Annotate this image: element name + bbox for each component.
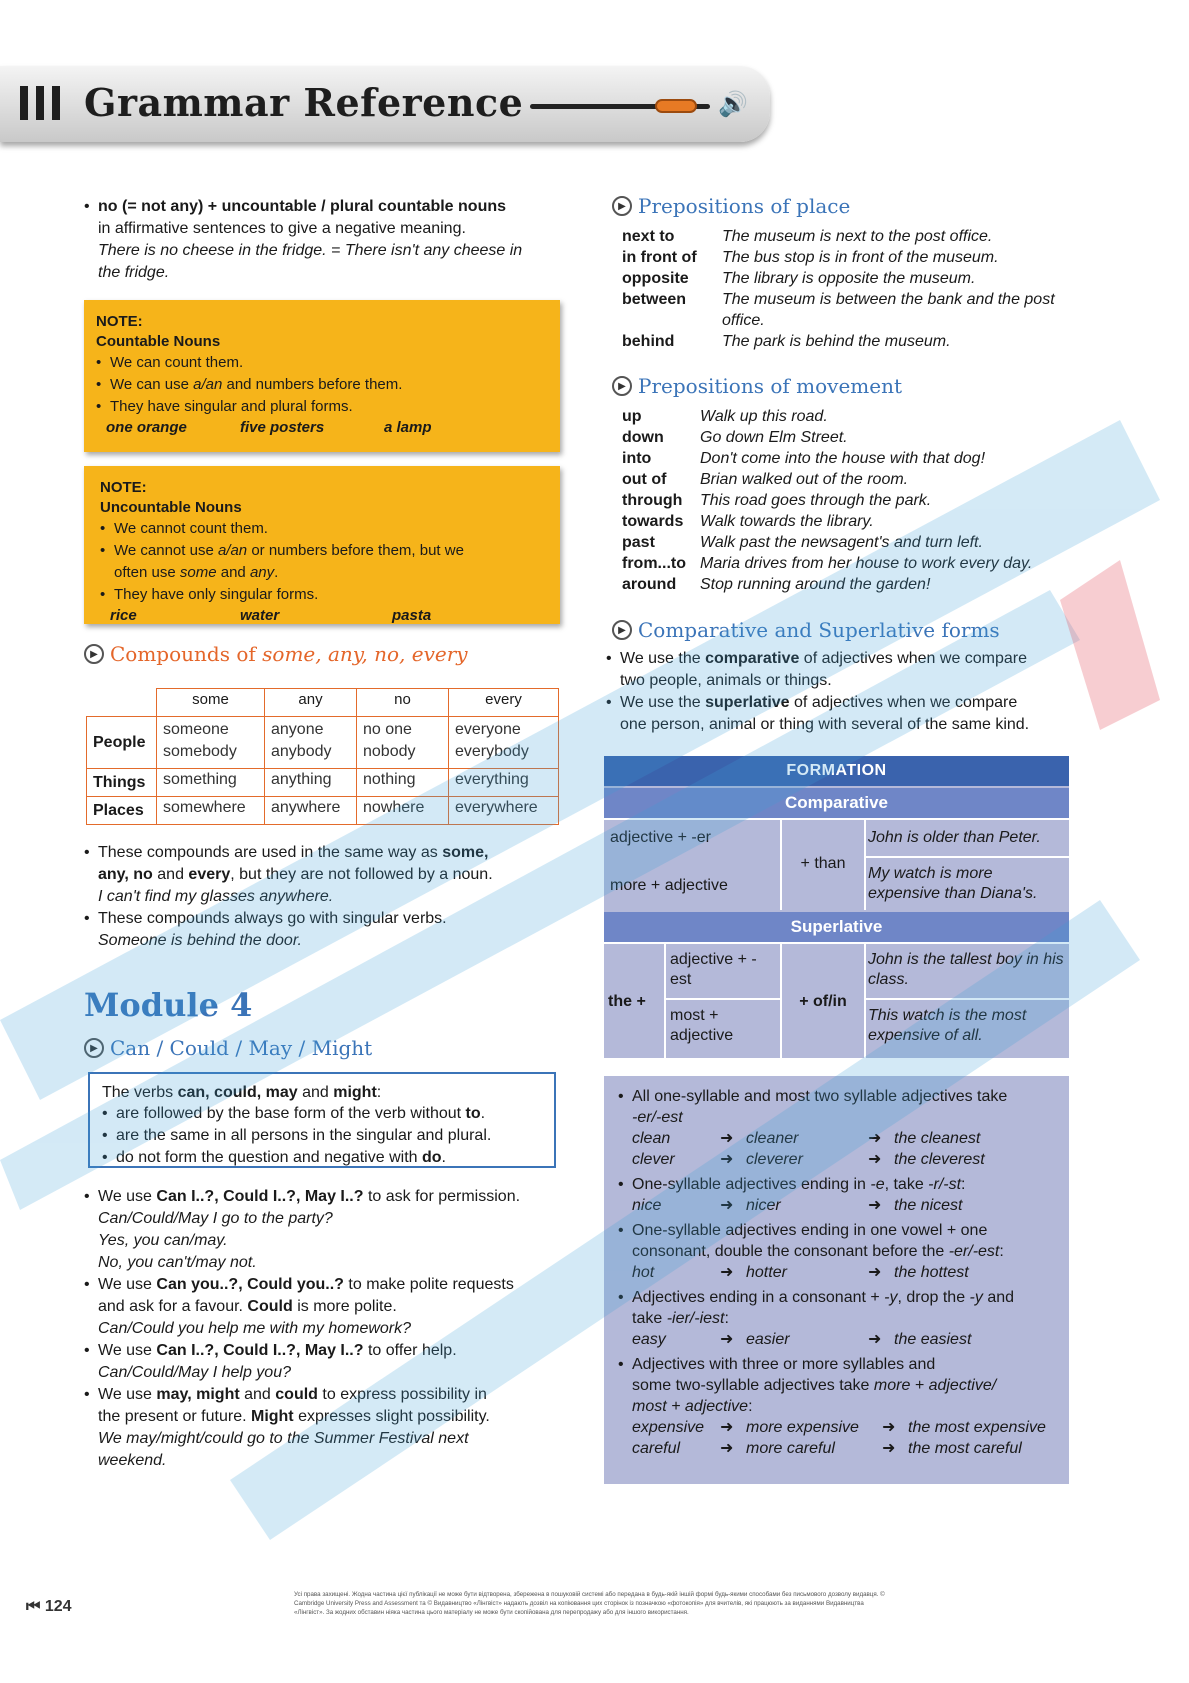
compounds-heading: [84, 642, 468, 666]
box-text-bold: might: [333, 1084, 377, 1101]
prep-example: The museum is between the bank and the post office.: [722, 291, 1055, 329]
no-rule-bold: no (= not any) + uncountable / plural countable nouns: [98, 198, 507, 215]
use-text-bold: Can you..?, Could you..?: [156, 1276, 344, 1293]
divider: [864, 998, 1069, 1000]
prep-example: Maria drives from her house to work every day.: [700, 555, 1033, 572]
rule-comparative: nicer: [746, 1197, 781, 1214]
rule-text: Adjectives ending in a consonant +: [632, 1289, 885, 1306]
table-cell: anything: [265, 769, 357, 797]
use-text: We use: [98, 1188, 157, 1205]
rule-text: , take: [884, 1176, 929, 1193]
prep-example: Brian walked out of the room.: [700, 471, 909, 488]
note-label: NOTE:: [100, 479, 147, 496]
rule-text: and: [982, 1289, 1015, 1306]
list-item: [622, 331, 1062, 352]
prep-word: through: [622, 492, 683, 509]
rule-comparative: hotter: [746, 1264, 787, 1281]
comparative-label: Comparative: [604, 788, 1069, 818]
list-item: [622, 511, 1032, 532]
formation-example: My watch is more expensive than Diana's.: [868, 865, 1038, 902]
divider: [780, 942, 782, 1058]
heading-text: Comparative and Superlative forms: [638, 618, 1000, 642]
note-bullet-italic: some: [179, 564, 217, 581]
page-number: [26, 1598, 72, 1616]
use-example: We may/might/could go to the Summer Festival next weekend.: [98, 1430, 469, 1469]
movement-heading: [612, 374, 902, 398]
rule-example-row: [632, 1149, 1057, 1170]
play-circle-icon[interactable]: ▶: [84, 1038, 104, 1058]
rule-superlative: the most expensive: [908, 1419, 1046, 1436]
note-text: These compounds are used in the same way as: [98, 844, 443, 861]
heading-text: Can / Could / May / Might: [110, 1036, 373, 1060]
use-text: and: [239, 1386, 276, 1403]
comparative-heading: [612, 618, 1000, 642]
use-text-bold: Might: [250, 1408, 294, 1425]
prep-word: past: [622, 534, 655, 551]
rule-example-row: [632, 1195, 1057, 1216]
rule-text-italic: -ier/-iest: [666, 1310, 725, 1327]
formation-rule: more + adjective: [610, 877, 728, 894]
note-bullet: and: [216, 564, 250, 581]
play-circle-icon[interactable]: ▶: [84, 644, 104, 664]
rule-text: :: [748, 1398, 753, 1415]
arrow-icon: ➜: [720, 1419, 734, 1436]
rewind-icon: ⏮: [26, 1598, 41, 1615]
arrow-icon: ➜: [882, 1419, 896, 1436]
rule-text: Adjectives with three or more syllables and: [632, 1356, 936, 1373]
note-bullet: and numbers before them.: [222, 376, 403, 393]
note-text: two people, animals or things.: [620, 672, 832, 689]
use-text-bold: Could: [247, 1298, 293, 1315]
list-item: [622, 268, 1062, 289]
rule-text: :: [961, 1176, 966, 1193]
rule-text: some two-syllable adjectives take: [632, 1377, 874, 1394]
prep-word: up: [622, 408, 642, 425]
table-row-label: Places: [87, 797, 157, 825]
rule-base: expensive: [632, 1419, 705, 1436]
note-bullet-italic: a/an: [193, 376, 223, 393]
rule-text: All one-syllable and most two syllable adjectives take: [632, 1088, 1008, 1105]
note-bullet: often use: [114, 564, 180, 581]
box-text: :: [376, 1084, 382, 1101]
divider: [864, 856, 1069, 858]
arrow-icon: ➜: [720, 1130, 734, 1147]
note-bullet: .: [274, 564, 279, 581]
rule-text-italic: -y: [884, 1289, 898, 1306]
prep-example: This road goes through the park.: [700, 492, 932, 509]
rule-comparative: more careful: [746, 1440, 835, 1457]
prep-word: between: [622, 291, 687, 308]
box-text: do not form the question and negative with: [116, 1149, 422, 1166]
list-item: [622, 490, 1032, 511]
arrow-icon: ➜: [720, 1331, 734, 1348]
play-circle-icon[interactable]: ▶: [612, 376, 632, 396]
place-list: [622, 226, 1062, 352]
box-text: are the same in all persons in the singular and plural.: [116, 1127, 492, 1144]
play-circle-icon[interactable]: ▶: [612, 620, 632, 640]
note-examples: [100, 606, 546, 626]
list-item: [622, 406, 1032, 427]
formation-rule: most + adjective: [670, 1007, 734, 1044]
bars-icon: [20, 86, 66, 120]
note-countable: [84, 300, 560, 452]
rule-superlative: the nicest: [894, 1197, 963, 1214]
list-item: [622, 553, 1032, 574]
arrow-icon: ➜: [868, 1130, 882, 1147]
prep-word: out of: [622, 471, 667, 488]
example-word: water: [240, 607, 280, 624]
arrow-icon: ➜: [868, 1151, 882, 1168]
speaker-icon[interactable]: 🔊: [718, 91, 748, 118]
use-text: to make polite requests: [343, 1276, 514, 1293]
note-bullet-italic: a/an: [217, 542, 248, 559]
table-cell: something: [157, 769, 265, 797]
place-heading: [612, 194, 850, 218]
rule-base: hot: [632, 1264, 655, 1281]
rule-superlative: the cleverest: [894, 1151, 985, 1168]
prep-example: Walk past the newsagent's and turn left.: [700, 534, 983, 551]
table-cell: everything: [449, 769, 559, 797]
rule-superlative: the hottest: [894, 1264, 969, 1281]
note-text-bold: some,: [442, 844, 489, 861]
arrow-icon: ➜: [868, 1331, 882, 1348]
table-cell: nothing: [357, 769, 449, 797]
table-cell: everyone everybody: [449, 717, 559, 769]
use-example: Yes, you can/may.: [98, 1232, 228, 1249]
rule-text-italic: most + adjective: [632, 1398, 749, 1415]
use-text: expresses slight possibility.: [293, 1408, 490, 1425]
box-text: .: [480, 1105, 486, 1122]
page-number-text: 124: [44, 1598, 72, 1615]
list-item: [622, 289, 1062, 331]
table-cell: anyone anybody: [265, 717, 357, 769]
note-bullet: We cannot count them.: [114, 520, 268, 537]
box-text: and: [297, 1084, 334, 1101]
note-text: one person, animal or thing with several of the same kind.: [620, 716, 1030, 733]
prep-word: into: [622, 450, 652, 467]
prep-word: in front of: [622, 249, 697, 266]
note-text: of adjectives when we compare: [789, 694, 1018, 711]
rule-text-italic: more + adjective/: [873, 1377, 997, 1394]
rule-item: [614, 1086, 1057, 1170]
table-header: some: [157, 689, 265, 717]
arrow-icon: ➜: [868, 1197, 882, 1214]
use-text-bold: could: [275, 1386, 318, 1403]
note-text-bold: every: [188, 866, 231, 883]
rule-example-row: [632, 1417, 1057, 1438]
example-word: rice: [110, 607, 137, 624]
prep-word: opposite: [622, 270, 689, 287]
arrow-icon: ➜: [882, 1440, 896, 1457]
use-text: and ask for a favour.: [98, 1298, 248, 1315]
rule-item: [614, 1354, 1057, 1459]
table-cell: someone somebody: [157, 717, 265, 769]
prep-word: next to: [622, 228, 675, 245]
movement-list: [622, 406, 1032, 595]
rule-superlative: the most careful: [908, 1440, 1022, 1457]
note-text-bold: comparative: [705, 650, 800, 667]
use-text-bold: Can I..?, Could I..?, May I..?: [156, 1342, 364, 1359]
prep-word: from...to: [622, 555, 686, 572]
rule-base: clean: [632, 1130, 671, 1147]
no-rule-example: There is no cheese in the fridge. = There isn't any cheese in the fridge.: [98, 242, 523, 281]
rule-comparative: cleaner: [746, 1130, 799, 1147]
table-cell: everywhere: [449, 797, 559, 825]
heading-text: Prepositions of place: [638, 194, 851, 218]
arrow-icon: ➜: [720, 1440, 734, 1457]
formation-table: [604, 756, 1069, 1058]
example-word: one orange: [106, 419, 187, 436]
heading-text-italic: some, any, no, every: [262, 642, 468, 666]
table-cell: no one nobody: [357, 717, 449, 769]
prep-example: The library is opposite the museum.: [722, 270, 976, 287]
note-bullet: We can count them.: [110, 354, 244, 371]
note-bullet: We cannot use: [114, 542, 218, 559]
use-text: is more polite.: [292, 1298, 397, 1315]
table-row-label: Things: [87, 769, 157, 797]
example-word: five posters: [240, 419, 325, 436]
heading-text: Compounds of: [110, 642, 263, 666]
table-cell: anywhere: [265, 797, 357, 825]
arrow-icon: ➜: [720, 1197, 734, 1214]
note-text: and: [152, 866, 189, 883]
prep-word: towards: [622, 513, 684, 530]
note-text: We use the: [620, 650, 706, 667]
formation-rule: + than: [800, 855, 846, 872]
rule-example-row: [632, 1128, 1057, 1149]
divider: [604, 818, 1069, 820]
formation-rule: + of/in: [799, 993, 847, 1010]
rule-text-italic: -er/-est: [632, 1109, 683, 1126]
list-item: [622, 226, 1062, 247]
note-text-bold: any, no: [98, 866, 153, 883]
spelling-rules: [604, 1076, 1069, 1484]
rule-text: take: [632, 1310, 667, 1327]
use-text: to express possibility in: [317, 1386, 487, 1403]
page-title: Grammar Reference: [84, 80, 524, 125]
box-text: .: [441, 1149, 446, 1166]
rule-text-italic: -r/-st: [928, 1176, 962, 1193]
prep-example: Stop running around the garden!: [700, 576, 931, 593]
use-text-bold: may, might: [156, 1386, 240, 1403]
note-bullet: We can use: [110, 376, 194, 393]
rule-text: One-syllable adjectives ending in: [632, 1176, 871, 1193]
verbs-box: [88, 1072, 556, 1168]
rule-base: easy: [632, 1331, 666, 1348]
box-text-bold: do: [421, 1149, 442, 1166]
divider: [664, 998, 780, 1000]
note-title: Uncountable Nouns: [100, 499, 242, 516]
rule-text-italic: -y: [969, 1289, 983, 1306]
comparative-notes: [606, 648, 1076, 736]
divider: [864, 942, 866, 1058]
modal-uses: [84, 1186, 564, 1472]
modals-heading: [84, 1036, 372, 1060]
rule-base: clever: [632, 1151, 675, 1168]
rule-text: :: [724, 1310, 729, 1327]
no-rule-text: in affirmative sentences to give a negative meaning.: [98, 220, 466, 237]
example-word: pasta: [392, 607, 432, 624]
use-example: No, you can't/may not.: [98, 1254, 257, 1271]
example-word: a lamp: [384, 419, 432, 436]
prep-example: Walk towards the library.: [700, 513, 874, 530]
table-header: every: [449, 689, 559, 717]
note-text: of adjectives when we compare: [799, 650, 1028, 667]
note-title: Countable Nouns: [96, 333, 221, 350]
use-text: We use: [98, 1342, 157, 1359]
rule-base: nice: [632, 1197, 662, 1214]
arrow-icon: ➜: [720, 1151, 734, 1168]
prep-example: Don't come into the house with that dog!: [700, 450, 986, 467]
module-heading: Module 4: [84, 986, 253, 1024]
rule-text-italic: -er/-est: [948, 1243, 1000, 1260]
list-item: [622, 427, 1032, 448]
use-text: to ask for permission.: [363, 1188, 521, 1205]
rule-item: [614, 1287, 1057, 1350]
list-item: [622, 247, 1062, 268]
list-item: [622, 448, 1032, 469]
rule-example-row: [632, 1262, 1057, 1283]
note-example: Someone is behind the door.: [98, 932, 302, 949]
no-rule: [84, 196, 564, 284]
use-text-bold: Can I..?, Could I..?, May I..?: [156, 1188, 364, 1205]
arrow-icon: ➜: [720, 1264, 734, 1281]
formation-rule: the +: [608, 993, 646, 1010]
list-item: [622, 574, 1032, 595]
note-bullet: or numbers before them, but we: [247, 542, 464, 559]
rule-comparative: easier: [746, 1331, 790, 1348]
prep-example: The park is behind the museum.: [722, 333, 951, 350]
compound-notes: [84, 842, 564, 952]
table-corner: [87, 689, 157, 717]
note-bullet-italic: any: [249, 564, 275, 581]
table-row-label: People: [87, 717, 157, 769]
use-text: We use: [98, 1386, 157, 1403]
table-cell: somewhere: [157, 797, 265, 825]
list-item: [622, 469, 1032, 490]
prep-example: Walk up this road.: [700, 408, 828, 425]
rule-superlative: the cleanest: [894, 1130, 981, 1147]
rule-text: consonant, double the consonant before the: [632, 1243, 949, 1260]
use-example: Can/Could/May I go to the party?: [98, 1210, 333, 1227]
rule-comparative: cleverer: [746, 1151, 803, 1168]
note-text: These compounds always go with singular verbs.: [98, 910, 447, 927]
rule-superlative: the easiest: [894, 1331, 972, 1348]
header-banner: [0, 66, 770, 142]
formation-rule: adjective + -est: [670, 951, 757, 988]
rule-text: :: [999, 1243, 1004, 1260]
formation-rule: adjective + -er: [610, 829, 711, 846]
rule-base: careful: [632, 1440, 681, 1457]
divider: [780, 818, 782, 910]
formation-example: John is older than Peter.: [868, 829, 1041, 846]
prep-example: Go down Elm Street.: [700, 429, 848, 446]
play-circle-icon[interactable]: ▶: [612, 196, 632, 216]
legal-notice: Усі права захищені. Жодна частина цієї публікації не може бути відтворена, збережена в пошуковій системі або передана в будь-якій іншій формі будь-якими способами без письмового дозволу видавця. © Cambridge University Press and Assessment та © Видавництво «Лінгвіст» надають дозвіл на копіювання цих сторінок із позначкою «фотокопія» для вчителів, які працюють за виданнями Видавництва «Лінгвіст». За жодних обставин ніяка частина цього матеріалу не може бути скопійована для перепродажу або для іншого використання.: [294, 1591, 885, 1616]
box-text: The verbs: [102, 1084, 178, 1101]
formation-title: FORMATION: [604, 756, 1069, 786]
audio-slider-knob[interactable]: [655, 99, 697, 113]
note-uncountable: [84, 466, 560, 624]
note-example: I can't find my glasses anywhere.: [98, 888, 334, 905]
table-header: any: [265, 689, 357, 717]
rule-example-row: [632, 1438, 1057, 1459]
list-item: [622, 532, 1032, 553]
prep-example: The bus stop is in front of the museum.: [722, 249, 999, 266]
divider: [864, 818, 866, 910]
prep-example: The museum is next to the post office.: [722, 228, 993, 245]
formation-example: John is the tallest boy in his class.: [868, 951, 1064, 988]
box-text-bold: to: [465, 1105, 481, 1122]
rule-item: [614, 1174, 1057, 1216]
box-text-bold: can, could, may: [177, 1084, 298, 1101]
box-text: are followed by the base form of the verb without: [116, 1105, 466, 1122]
superlative-label: Superlative: [604, 912, 1069, 942]
note-bullet: They have singular and plural forms.: [110, 398, 353, 415]
note-text: , but they are not followed by a noun.: [230, 866, 493, 883]
note-examples: [96, 418, 546, 438]
rule-item: [614, 1220, 1057, 1283]
rule-text: One-syllable adjectives ending in one vowel + one: [632, 1222, 988, 1239]
prep-word: down: [622, 429, 664, 446]
use-example: Can/Could/May I help you?: [98, 1364, 291, 1381]
use-example: Can/Could you help me with my homework?: [98, 1320, 412, 1337]
table-cell: nowhere: [357, 797, 449, 825]
note-label: NOTE:: [96, 313, 143, 330]
note-text: We use the: [620, 694, 706, 711]
use-text: to offer help.: [363, 1342, 457, 1359]
prep-word: around: [622, 576, 677, 593]
rule-text: , drop the: [897, 1289, 970, 1306]
use-text: the present or future.: [98, 1408, 251, 1425]
formation-example: This watch is the most expensive of all.: [868, 1007, 1027, 1044]
note-bullet: They have only singular forms.: [114, 586, 319, 603]
prep-word: behind: [622, 333, 675, 350]
arrow-icon: ➜: [868, 1264, 882, 1281]
divider: [664, 942, 666, 1058]
rule-example-row: [632, 1329, 1057, 1350]
note-text-bold: superlative: [705, 694, 790, 711]
divider: [604, 942, 1069, 944]
use-text: We use: [98, 1276, 157, 1293]
rule-text-italic: -e: [870, 1176, 885, 1193]
compounds-table: [86, 688, 559, 825]
rule-comparative: more expensive: [746, 1419, 859, 1436]
heading-text: Prepositions of movement: [638, 374, 902, 398]
table-header: no: [357, 689, 449, 717]
